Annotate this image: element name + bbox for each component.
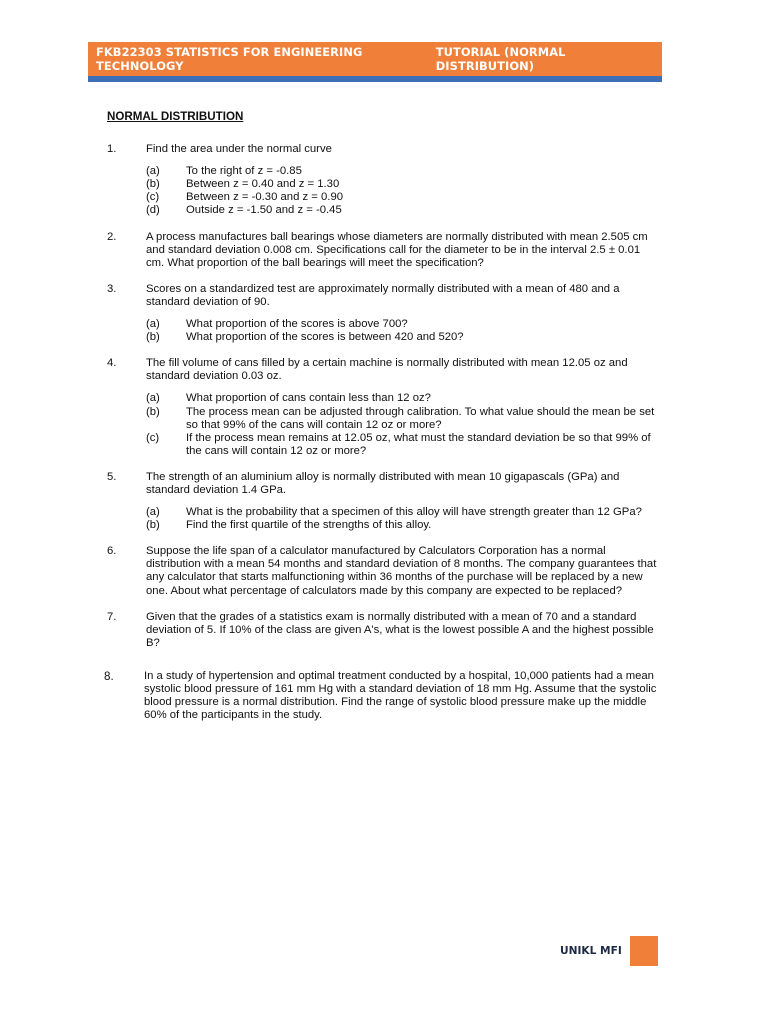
sub-question-text: What proportion of the scores is between 420 and 520? [186, 331, 464, 344]
sub-question-text: If the process mean remains at 12.05 oz, what must the standard deviation be so that 99% of the cans will contain 12 oz or more? [186, 431, 651, 457]
question-number: 2. [107, 230, 117, 243]
question-item [100, 670, 660, 722]
sub-question-list [146, 165, 658, 217]
sub-question-text: Between z = 0.40 and z = 1.30 [186, 178, 340, 191]
sub-question [146, 392, 658, 405]
sub-question-text: What proportion of cans contain less than 12 oz? [186, 392, 431, 405]
sub-question-list [146, 392, 658, 457]
question-body [146, 283, 658, 344]
question-text: Given that the grades of a statistics exam is normally distributed with a mean of 70 and a standard deviation of 5. If 10% of the class are given A's, what is the lowest possible A and the highest possible B? [146, 610, 654, 649]
question-text: In a study of hypertension and optimal treatment conducted by a hospital, 10,000 patients had a mean systolic blood pressure of 161 mm Hg with a standard deviation of 18 mm Hg. Assume that the systolic blood pressure is a normal distribution. Find the range of systolic blood pressure make up the middle 60% of the participants in the study. [144, 669, 657, 722]
sub-question [146, 519, 658, 532]
question-number: 7. [107, 610, 117, 623]
sub-question [146, 191, 658, 204]
question-item [100, 545, 660, 597]
question-number: 8. [104, 669, 114, 683]
sub-question-label: (b) [146, 331, 160, 344]
sub-question [146, 331, 658, 344]
question-text: The fill volume of cans filled by a certain machine is normally distributed with mean 12.05 oz and standard deviation 0.03 oz. [146, 357, 628, 383]
question-text: Scores on a standardized test are approximately normally distributed with a mean of 480 and a standard deviation of 90. [146, 282, 620, 308]
question-text: A process manufactures ball bearings whose diameters are normally distributed with mean 2.505 cm and standard deviation 0.008 cm. Specifications call for the diameter to be in the interval 2.5 ± 0.01 cm. What proportion of the ball bearings will meet the specification? [146, 230, 648, 269]
sub-question-label: (a) [146, 165, 160, 178]
sub-question-label: (b) [146, 519, 160, 532]
sub-question-label: (a) [146, 318, 160, 331]
sub-question [146, 318, 658, 331]
question-list [100, 143, 660, 722]
sub-question-label: (a) [146, 506, 160, 519]
question-item [100, 471, 660, 532]
section-title: NORMAL DISTRIBUTION [107, 110, 244, 123]
question-body [146, 545, 658, 597]
question-item [100, 611, 660, 650]
sub-question-label: (c) [146, 431, 160, 444]
question-number: 1. [107, 143, 117, 156]
tutorial-title: TUTORIAL (NORMAL DISTRIBUTION) [435, 45, 566, 73]
sub-question [146, 432, 658, 458]
sub-question [146, 178, 658, 191]
sub-question [146, 204, 658, 217]
sub-question-text: What is the probability that a specimen of this alloy will have strength greater than 12 GPa? [186, 506, 642, 519]
question-body [144, 670, 660, 722]
question-item [100, 357, 660, 458]
sub-question-label: (c) [146, 191, 160, 204]
header-divider [88, 76, 662, 82]
question-number: 3. [107, 282, 117, 295]
question-body [146, 471, 658, 532]
sub-question [146, 165, 658, 178]
sub-question-list [146, 506, 658, 532]
question-number: 6. [107, 545, 117, 558]
question-body [146, 143, 658, 217]
sub-question [146, 506, 658, 519]
question-item [100, 231, 660, 270]
sub-question-text: What proportion of the scores is above 700? [186, 318, 408, 331]
question-item [100, 283, 660, 344]
sub-question-label: (b) [146, 405, 160, 418]
question-body [146, 231, 658, 270]
sub-question-text: Find the first quartile of the strengths of this alloy. [186, 519, 432, 532]
question-text: Find the area under the normal curve [146, 143, 332, 156]
sub-question-label: (d) [146, 204, 160, 217]
footer-logo-block [630, 936, 658, 966]
page-header [88, 42, 662, 76]
question-body [146, 611, 658, 650]
course-title: FKB22303 STATISTICS FOR ENGINEERING TECHNOLOGY [96, 45, 363, 73]
question-item [100, 143, 660, 217]
sub-question-text: Between z = -0.30 and z = 0.90 [186, 191, 344, 204]
question-text: The strength of an aluminium alloy is normally distributed with mean 10 gigapascals (GPa) and standard deviation 1.4 GPa. [146, 470, 620, 496]
question-body [146, 357, 658, 458]
sub-question-text: The process mean can be adjusted through calibration. To what value should the mean be set so that 99% of the cans will contain 12 oz or more? [186, 405, 655, 431]
question-number: 4. [107, 357, 117, 370]
sub-question-list [146, 318, 658, 344]
sub-question-label: (b) [146, 178, 160, 191]
question-number: 5. [107, 470, 117, 483]
sub-question [146, 406, 658, 432]
sub-question-text: To the right of z = -0.85 [186, 165, 302, 178]
sub-question-label: (a) [146, 392, 160, 405]
sub-question-text: Outside z = -1.50 and z = -0.45 [186, 204, 342, 217]
question-text: Suppose the life span of a calculator manufactured by Calculators Corporation has a normal distribution with a mean 54 months and standard deviation of 8 months. The company guarantees that any calculator that starts malfunctioning within 36 months of the purchase will be replaced by a new one. About what percentage of calculators made by this company are expected to be replaced? [146, 545, 657, 597]
footer-label: UNIKL MFI [560, 945, 622, 957]
document-body [100, 110, 660, 735]
